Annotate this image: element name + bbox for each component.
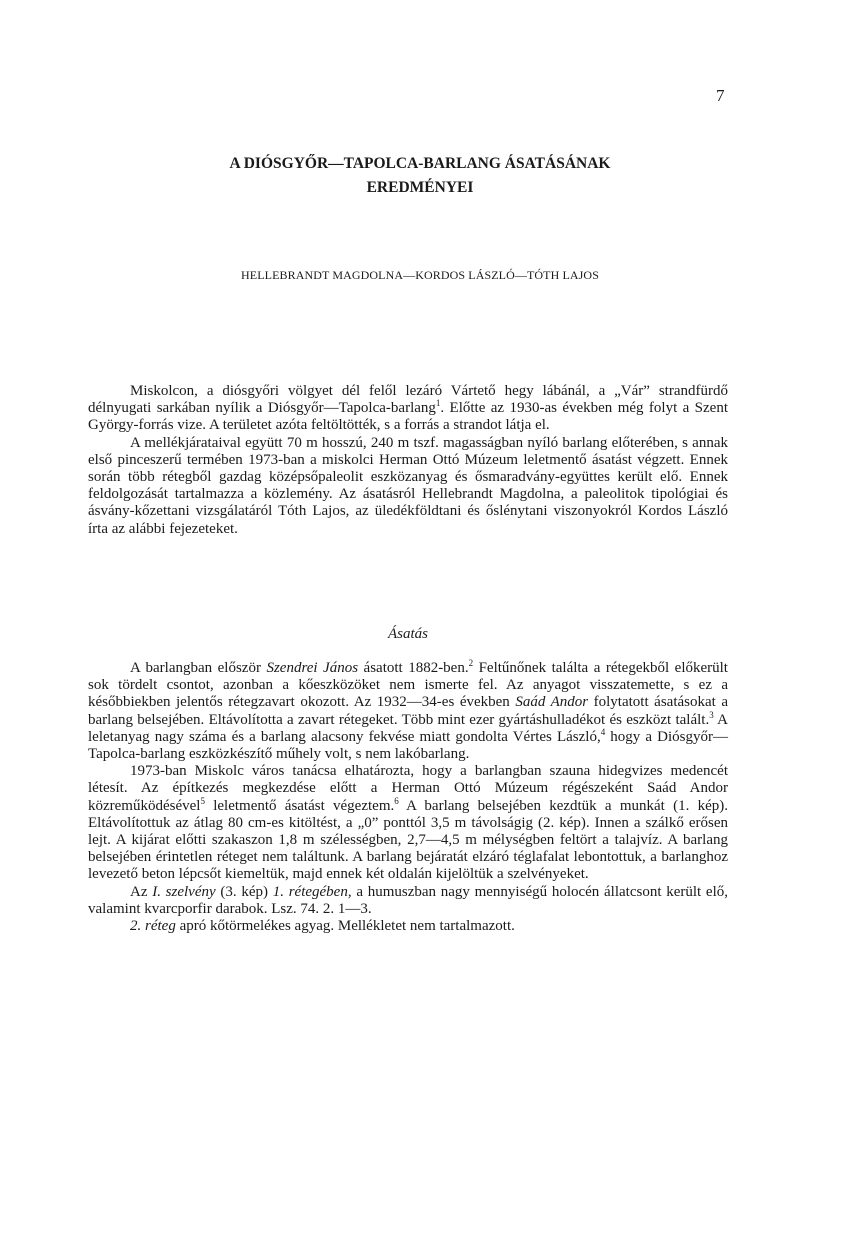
title-line-1: A DIÓSGYŐR—TAPOLCA-BARLANG ÁSATÁSÁNAK bbox=[229, 155, 611, 172]
intro-block bbox=[88, 383, 728, 538]
italic-term: 2. réteg bbox=[130, 918, 176, 935]
text-run: leletmentő ásatást végeztem. bbox=[204, 797, 395, 814]
footnote-ref: 2 bbox=[468, 658, 474, 668]
italic-name: Szendrei János bbox=[266, 660, 359, 676]
excavation-paragraph-3 bbox=[88, 884, 728, 918]
text-run: A barlangban először bbox=[130, 660, 267, 676]
intro-paragraph-1 bbox=[88, 383, 728, 435]
text-run: 1973-ban Miskolc város tanácsa elhatározta, hogy a barlangban szauna hidegvizes medencét létesít. Az építkezés megkezdése előtt a Herman Ottó Múzeum régészeként Saád Andor közreműködésével bbox=[88, 763, 728, 814]
italic-term: I. szelvény bbox=[152, 883, 216, 900]
italic-name: Saád Andor bbox=[515, 694, 589, 711]
excavation-block bbox=[88, 660, 728, 935]
section-heading: Ásatás bbox=[387, 626, 428, 642]
article-title bbox=[100, 152, 740, 200]
intro-paragraph-2: A mellékjárataival együtt 70 m hosszú, 240 m tszf. magasságban nyíló barlang előterében, s annak első pinceszerű termében 1973-ban a miskolci Herman Ottó Múzeum leletmentő ásatást végzett. Ennek során több rétegből gazdag középsőpaleolit eszközanyag és ősmaradvány-együttes került elő. Ennek feldolgozását tartalmazza a közlemény. Az ásatásról Hellebrandt Magdolna, a paleolitok tipológiai és ásvány-kőzettani vizsgálatáról Tóth Lajos, az üledékföldtani és őslénytani viszonyokról Kordos László írta az alábbi fejezeteket. bbox=[88, 434, 728, 537]
footnote-ref: 5 bbox=[200, 795, 205, 806]
text-run: ásatott 1882-ben. bbox=[358, 660, 469, 676]
text-run: apró kőtörmelékes agyag. Mellékletet nem tartalmazott. bbox=[175, 918, 515, 935]
text-run: hogy a Diósgyőr—Tapolca-barlang eszközkészítő műhely volt, s nem lakóbarlang. bbox=[88, 728, 728, 763]
footnote-ref: 6 bbox=[394, 795, 399, 806]
page-number: 7 bbox=[716, 86, 725, 105]
excavation-paragraph-2 bbox=[88, 763, 728, 883]
text-run: folytatott ásatásokat a barlang belsejében. Eltávolította a zavart rétegeket. Több mint ezer gyártáshulladékot és eszközt talált. bbox=[88, 694, 728, 728]
text-run: Az bbox=[130, 883, 153, 900]
text-run: Miskolcon, a diósgyőri völgyet dél felől lezáró Vártető hegy lábánál, a „Vár” strandfürdő délnyugati sarkában nyílik a Diósgyőr—Tapolca-barlang bbox=[88, 383, 728, 417]
italic-term: 1. rétegében, bbox=[272, 883, 352, 900]
text-run: A leletanyag nagy száma és a barlang alacsony fekvése miatt gondolta Vértes László, bbox=[88, 711, 729, 745]
author-line: HELLEBRANDT MAGDOLNA—KORDOS LÁSZLÓ—TÓTH LAJOS bbox=[241, 268, 599, 282]
excavation-paragraph-1 bbox=[88, 660, 728, 763]
text-run: . Előtte az 1930-as években még folyt a Szent György-forrás vize. A területet azóta feltöltötték, s a forrás a strandot látja el. bbox=[88, 400, 728, 434]
text-run: A barlang belsejében kezdtük a munkát (1. kép). Eltávolítottuk az átlag 80 cm-es kitöltést, a „0” ponttól 3,5 m távolságig (2. kép). Innen a szálkő erősen lejt. A kijárat előtti szakaszon 1,8 m szélességben, 2,7—4,5 m mélységben feltört a talajvíz. A barlang belsejében érintetlen réteget nem találtunk. A barlang bejáratát elzáró téglafalat lebontottuk, a barlanghoz levezető beton lépcsőt kiemeltük, majd ennek két oldalán kijelöltük a szelvényeket. bbox=[88, 797, 728, 883]
text-run: (3. kép) bbox=[215, 883, 273, 900]
footnote-ref: 3 bbox=[709, 709, 714, 720]
footnote-ref: 1 bbox=[435, 398, 441, 409]
footnote-ref: 4 bbox=[600, 726, 606, 737]
title-line-2: EREDMÉNYEI bbox=[366, 179, 474, 196]
excavation-paragraph-4 bbox=[88, 918, 728, 935]
text-run: a humuszban nagy mennyiségű holocén állatcsont került elő, valamint kvarcporfir darabok. Lsz. 74. 2. 1—3. bbox=[88, 883, 729, 917]
text-run: Feltűnőnek találta a rétegekből előkerült sok tördelt csontot, azonban a kőeszközöket nem ismerte fel. Az anyagot visszatemette, s ez a későbbiekben jelentős rétegzavart okozott. Az 1932—34-es években bbox=[88, 660, 728, 711]
